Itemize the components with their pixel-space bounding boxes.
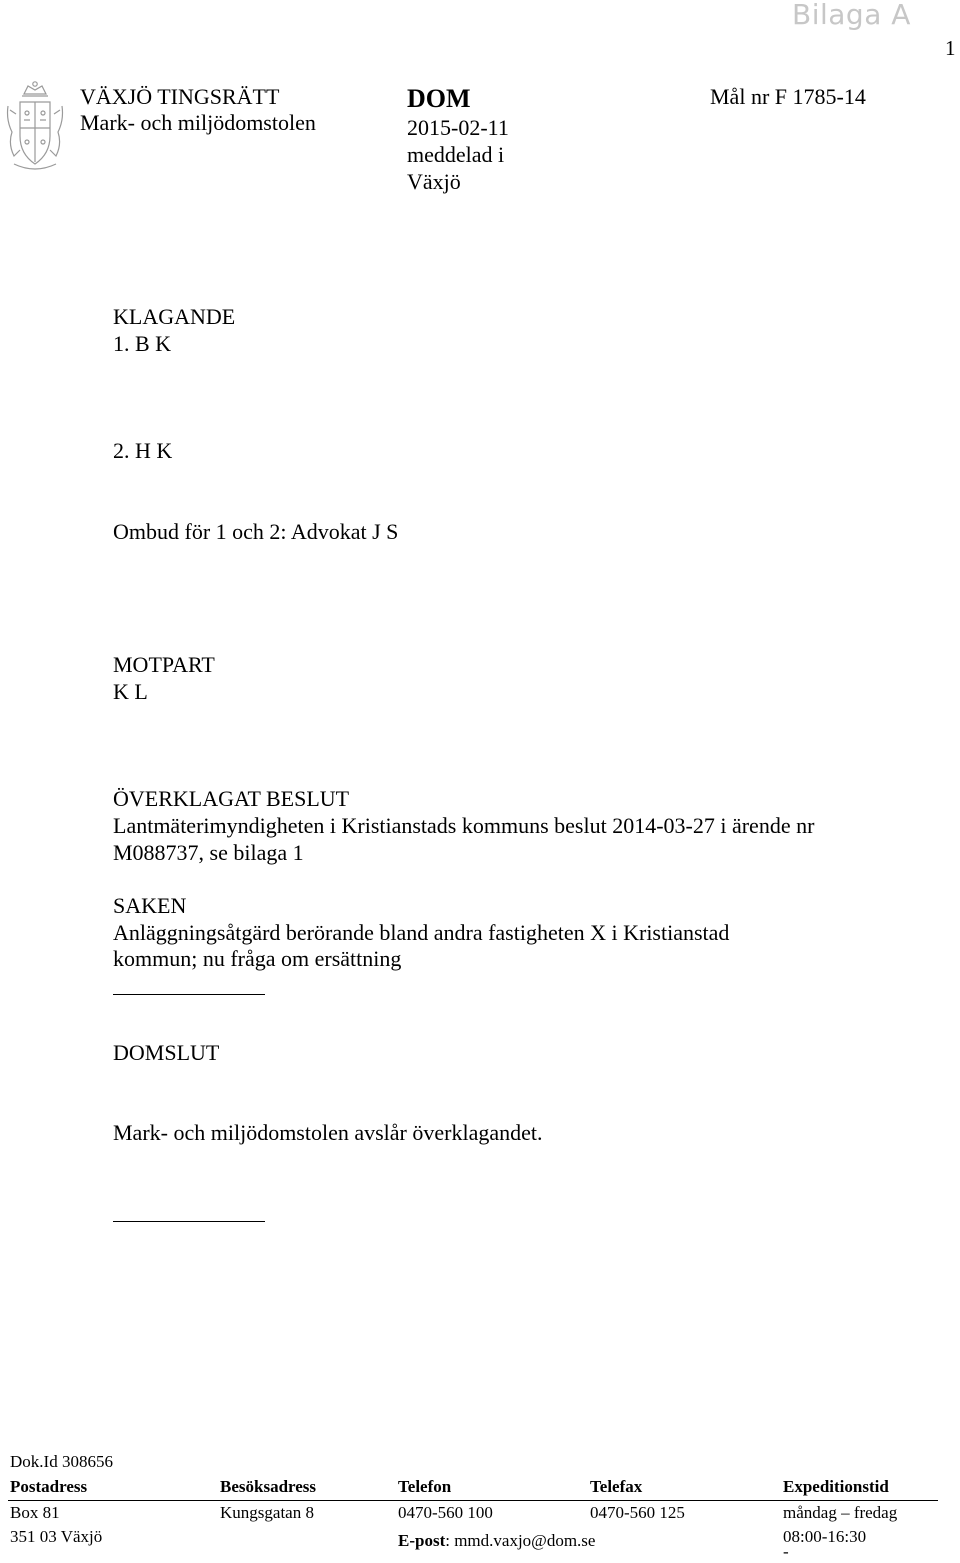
domslut-heading: DOMSLUT [113,1040,220,1065]
case-number: Mål nr F 1785-14 [710,84,866,109]
beslut-line-1: Lantmäterimyndigheten i Kristianstads kommuns beslut 2014-03-27 i ärende nr [113,813,815,838]
dok-id: Dok.Id 308656 [10,1452,113,1471]
klagande-heading: KLAGANDE [113,304,236,329]
telefax-line-1: 0470-560 125 [590,1503,685,1522]
besoksadress-label: Besöksadress [220,1477,317,1496]
expeditionstid-label: Expeditionstid [783,1477,889,1496]
email-label: E-post [398,1531,446,1550]
domslut-text: Mark- och miljödomstolen avslår överklagandet. [113,1120,543,1145]
klagande-1: 1. B K [113,331,172,356]
telefax-label: Telefax [590,1477,643,1496]
motpart-name: K L [113,679,148,704]
swedish-coat-of-arms-icon [4,80,66,174]
motpart-heading: MOTPART [113,652,215,677]
expeditionstid-line-3: - [783,1542,789,1561]
document-date: 2015-02-11 [407,115,509,140]
ombud: Ombud för 1 och 2: Advokat J S [113,519,399,544]
besoksadress-line-1: Kungsgatan 8 [220,1503,314,1522]
beslut-line-2: M088737, se bilaga 1 [113,840,304,865]
postadress-line-2: 351 03 Växjö [10,1527,103,1546]
email-line [398,1531,595,1551]
issued-label: meddelad i [407,142,505,167]
watermark: Bilaga A [792,0,911,31]
issued-city: Växjö [407,169,461,194]
expeditionstid-line-2: 08:00-16:30 [783,1527,867,1546]
beslut-heading: ÖVERKLAGAT BESLUT [113,786,350,811]
document-type: DOM [407,84,471,113]
end-divider [113,1221,265,1222]
expeditionstid-line-1: måndag – fredag [783,1503,898,1522]
court-name: VÄXJÖ TINGSRÄTT [80,84,280,109]
telefon-label: Telefon [398,1477,452,1496]
email-value: : mmd.vaxjo@dom.se [445,1531,596,1550]
footer-rule [8,1500,938,1501]
postadress-line-1: Box 81 [10,1503,60,1522]
saken-heading: SAKEN [113,893,187,918]
section-divider [113,994,265,995]
klagande-2: 2. H K [113,438,173,463]
page-number: 1 [945,36,956,60]
postadress-label: Postadress [10,1477,88,1496]
court-division: Mark- och miljödomstolen [80,110,316,135]
telefon-line-1: 0470-560 100 [398,1503,493,1522]
saken-line-1: Anläggningsåtgärd berörande bland andra fastigheten X i Kristianstad [113,920,730,945]
saken-line-2: kommun; nu fråga om ersättning [113,946,402,971]
